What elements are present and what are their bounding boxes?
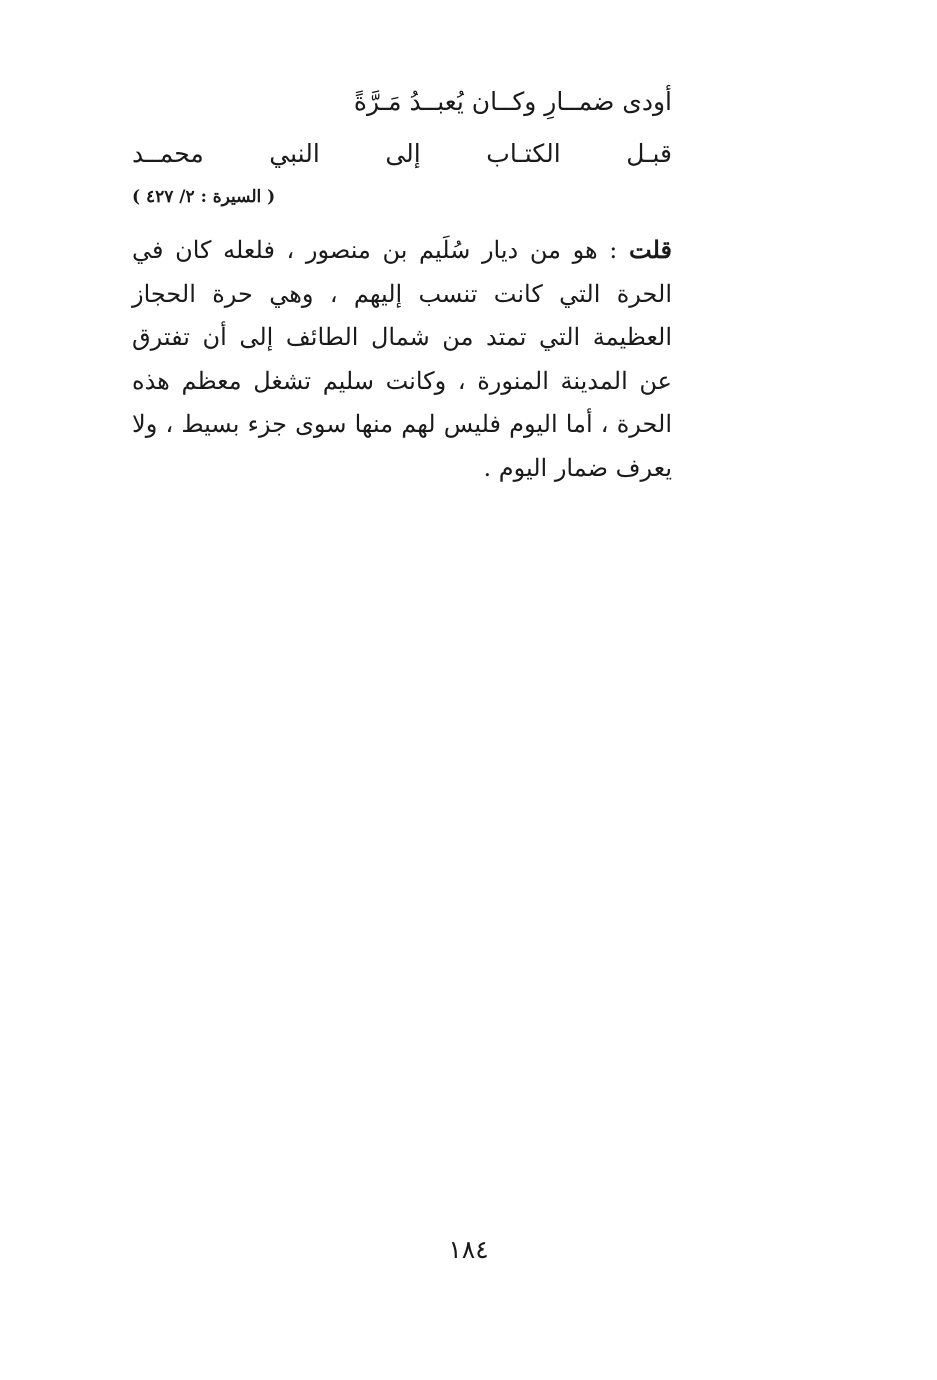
commentary-paragraph: [132, 228, 672, 490]
page-number: ١٨٤: [448, 1235, 489, 1264]
commentary-body: : هو من ديار سُلَيم بن منصور ، فلعله كان في الحرة التي كانت تنسب إليهم ، وهي حرة الحجاز العظيمة التي تمتد من شمال الطائف إلى أن تفترق عن المدينة المنورة ، وكانت سليم تشغل معظم هذه الحرة ، أما اليوم فليس لهم منها سوى جزء بسيط ، ولا يعرف ضمار اليوم .: [132, 236, 672, 482]
poem-line-2: قبـل الكتـاب إلى النبي محمــد: [132, 139, 672, 168]
source-citation: ( السيرة : ٢/ ٤٢٧ ): [132, 187, 276, 207]
commentary-lead-word: قلت: [629, 235, 672, 264]
poem-line-1: أودى ضمــارِ وكــان يُعبــدُ مَـرَّةً: [353, 87, 672, 116]
